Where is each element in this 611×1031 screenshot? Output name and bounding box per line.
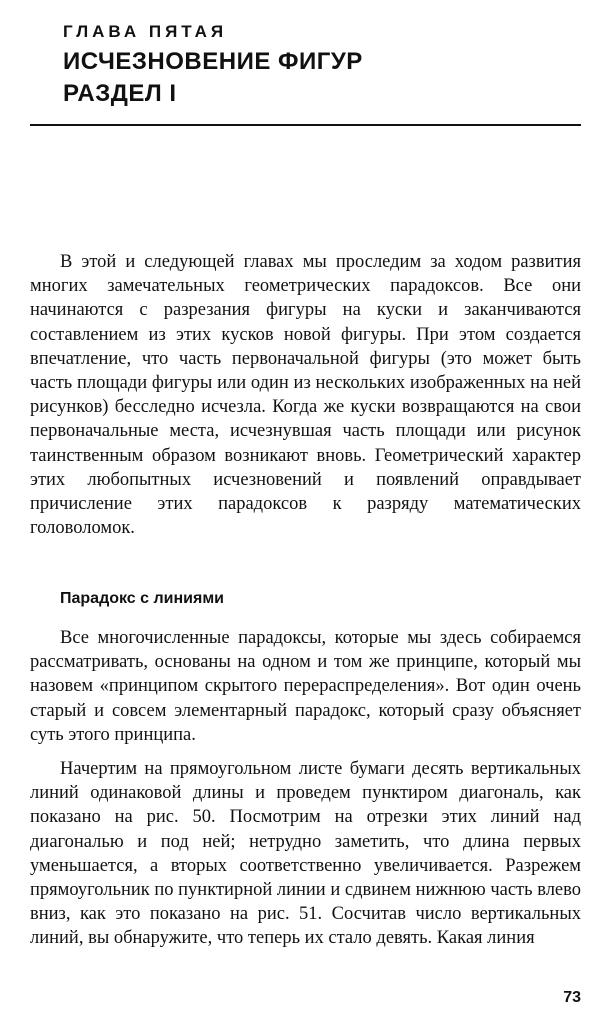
- paragraph-principle: Все многочисленные парадоксы, которые мы здесь собираемся рассматривать, основаны на одном и том же принципе, который мы назовем «принципом скрытого перераспределения». Вот один очень старый и совсем элементарный парадокс, который сразу объясняет суть этого принципа.: [30, 628, 581, 745]
- header-divider: [30, 124, 581, 126]
- paragraph-lines-demo: Начертим на прямоугольном листе бумаги десять вертикальных линий одинаковой длины и проведем пунктиром диагональ, как показано на рис. 50. Посмотрим на отрезки этих линий над диагональю и под ней; нетрудно заметить, что длина первых уменьшается, а вторых соответственно увеличивается. Разрежем прямоугольник по пунктирной линии и сдвинем нижнюю часть влево вниз, как это показано на рис. 51. Сосчитав число вертикальных линий, вы обнаружите, что теперь их стало девять. Какая линия: [30, 759, 581, 949]
- intro-paragraph: В этой и следующей главах мы проследим за ходом развития многих замечательных геометрических парадоксов. Все они начинаются с разрезания фигуры на куски и заканчиваются составлением из этих кусков новой фигуры. При этом создается впечатление, что часть первоначальной фигуры (это может быть часть площади фигуры или один из нескольких изображенных на ней рисунков) бесследно исчезла. Когда же куски возвращаются на свои первоначальные места, исчезнувшая часть площади или рисунок таинственным образом возникают вновь. Геометрический характер этих любопытных исчезновений и появлений оправдывает причисление этих парадоксов к разряду математических головоломок.: [30, 252, 581, 539]
- page-number: 73: [563, 989, 581, 1006]
- subheading: Парадокс с линиями: [60, 590, 224, 607]
- section-title: РАЗДЕЛ I: [63, 80, 177, 107]
- chapter-title: ИСЧЕЗНОВЕНИЕ ФИГУР: [63, 48, 363, 75]
- chapter-label: ГЛАВА ПЯТАЯ: [63, 22, 228, 41]
